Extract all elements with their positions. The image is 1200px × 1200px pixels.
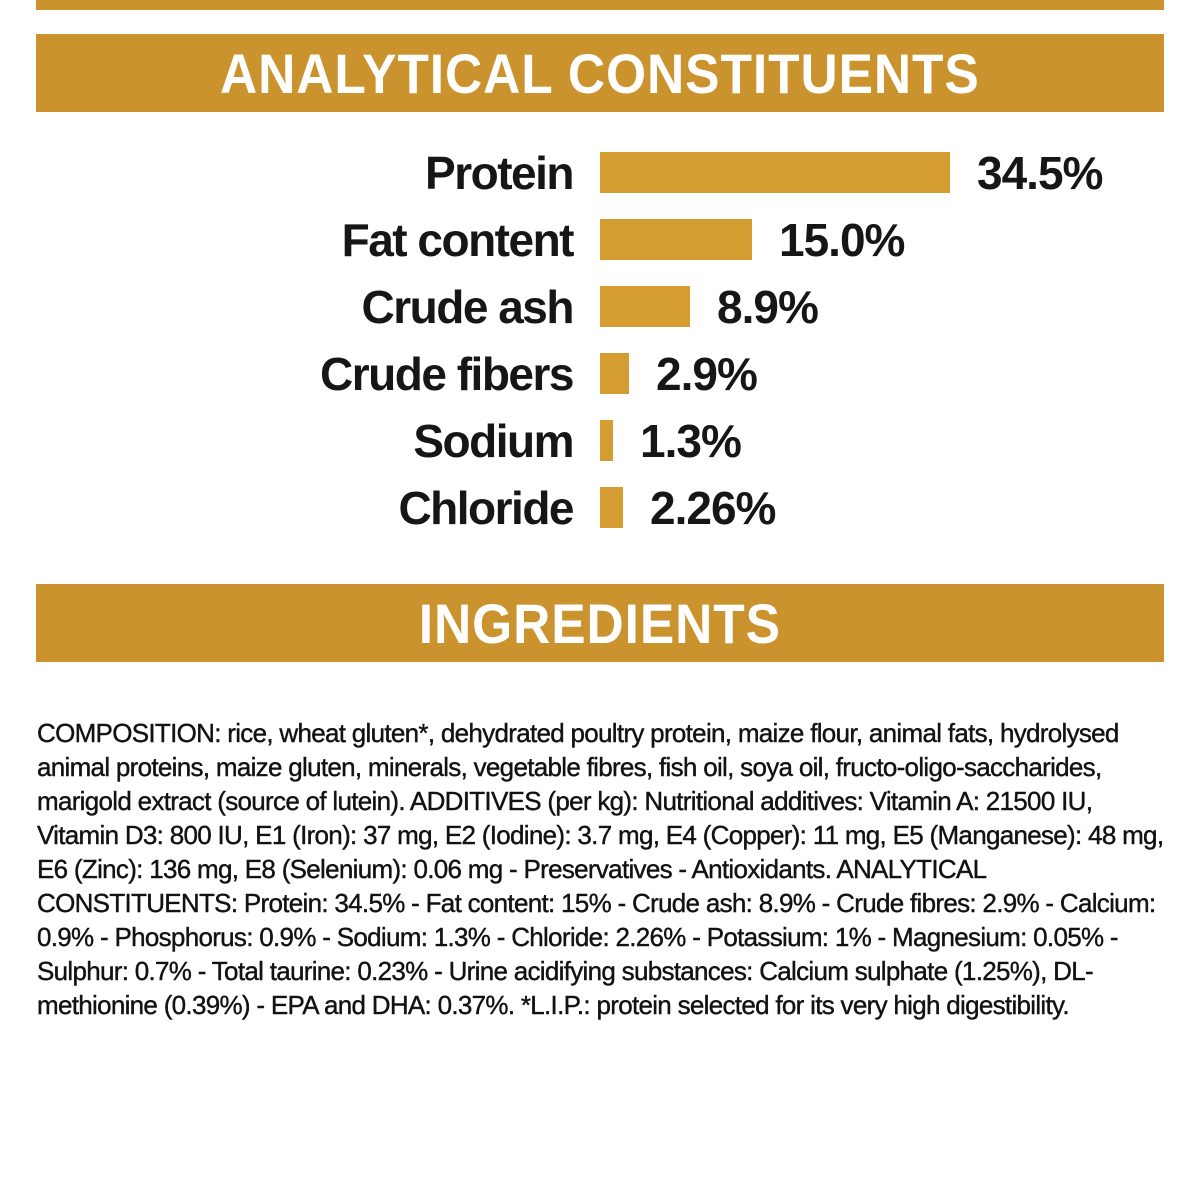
chart-row-crude-fibers [0, 340, 1200, 407]
bar-value: 8.9% [717, 280, 818, 333]
chart-row-protein [0, 139, 1200, 206]
chart-row-chloride [0, 474, 1200, 541]
analytical-constituents-header [36, 34, 1164, 112]
bar-value: 15.0% [779, 213, 905, 266]
bar-value: 1.3% [640, 414, 741, 467]
bar-chloride [600, 487, 623, 528]
chart-row-crude-ash [0, 273, 1200, 340]
bar-protein [600, 152, 950, 193]
ingredients-header [36, 584, 1164, 662]
top-section-edge-strip [36, 0, 1164, 10]
composition-paragraph: COMPOSITION: rice, wheat gluten*, dehydrated poultry protein, maize flour, animal fats, hydrolysed animal proteins, maize gluten, minerals, vegetable fibres, fish oil, soya oil, fructo-oligo-saccharides, marigold extract (source of lutein). ADDITIVES (per kg): Nutritional additives: Vitamin A: 21500 IU, Vitamin D3: 800 IU, E1 (Iron): 37 mg, E2 (Iodine): 3.7 mg, E4 (Copper): 11 mg, E5 (Manganese): 48 mg, E6 (Zinc): 136 mg, E8 (Selenium): 0.06 mg - Preservatives - Antioxidants. ANALYTICAL CONSTITUENTS: Protein: 34.5% - Fat content: 15% - Crude ash: 8.9% - Crude fibres: 2.9% - Calcium: 0.9% - Phosphorus: 0.9% - Sodium: 1.3% - Chloride: 2.26% - Potassium: 1% - Magnesium: 0.05% - Sulphur: 0.7% - Total taurine: 0.23% - Urine acidifying substances: Calcium sulphate (1.25%), DL-methionine (0.39%) - EPA and DHA: 0.37%. *L.I.P.: protein selected for its very high digestibility. [37, 718, 1164, 1020]
bar-label: Fat content [341, 213, 573, 266]
ingredients-title: INGREDIENTS [418, 591, 782, 655]
bar-label: Sodium [413, 414, 573, 467]
bar-label: Crude fibers [320, 347, 573, 400]
bar-crude-fibers [600, 353, 629, 394]
bar-label: Crude ash [361, 280, 573, 333]
bar-label: Chloride [398, 481, 573, 534]
chart-row-fat-content [0, 206, 1200, 273]
bar-fat-content [600, 219, 752, 260]
analytical-constituents-title: ANALYTICAL CONSTITUENTS [220, 41, 980, 105]
bar-crude-ash [600, 286, 690, 327]
bar-label: Protein [425, 146, 573, 199]
bar-sodium [600, 420, 613, 461]
bar-value: 2.26% [650, 481, 776, 534]
analytical-constituents-chart [0, 139, 1200, 541]
chart-row-sodium [0, 407, 1200, 474]
bar-value: 2.9% [656, 347, 757, 400]
bar-value: 34.5% [977, 146, 1103, 199]
